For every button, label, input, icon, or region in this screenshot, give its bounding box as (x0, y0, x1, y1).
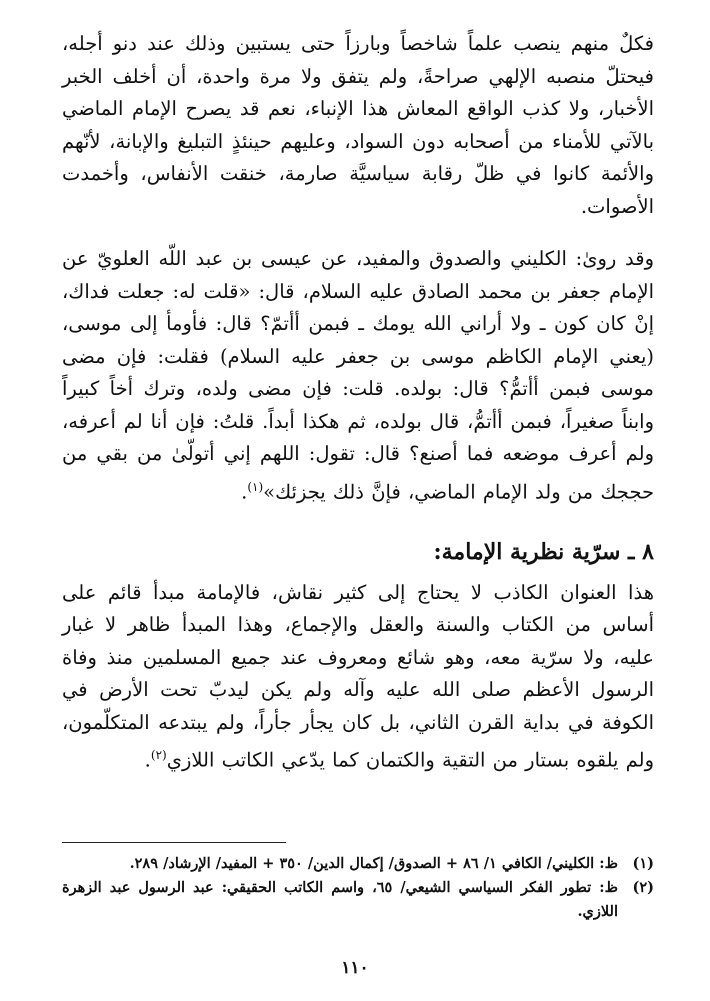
footnotes (62, 852, 654, 924)
footnote-ref-1[interactable]: (١) (247, 479, 264, 494)
paragraph-2 (62, 243, 654, 509)
page-number: ١١٠ (341, 958, 369, 978)
paragraph-3-text: هذا العنوان الكاذب لا يحتاج إلى كثير نقاش، فالإمامة مبدأ قائم على أساس من الكتاب والسنة والعقل والإجماع، وهذا المبدأ ظاهر لا غبار عليه، ولا سرّية معه، وهو شائع ومعروف عند جميع المسلمين منذ وفاة الرسول الأعظم صلى الله عليه وآله ولم يكن ليدبّ تحت الأرض في الكوفة في بداية القرن الثاني، بل كان يجأر جأراً، ولم يبتدعه المتكلّمون، ولم يلقوه بستار من التقية والكتمان كما يدّعي الكاتب اللازي (62, 580, 654, 772)
footnote-text: ظ: الكليني/ الكافي ١/ ٨٦ + الصدوق/ إكمال الدين/ ٣٥٠ + المفيد/ الإرشاد/ ٢٨٩. (129, 855, 618, 872)
footnote-ref-2[interactable]: (٢) (150, 748, 167, 762)
paragraph-1: فكلٌ منهم ينصب علماً شاخصاً وبارزاً حتى يستبين وذلك عند دنو أجله، فيحتلّ منصبه الإلهي صراحةً، ولم يتفق ولا مرة واحدة، أن أخلف الخبر الأخبار، ولا كذب الواقع المعاش هذا الإنباء، نعم قد يصرح الإمام الماضي بالآتي للأمناء من أصحابه دون السواد، وعليهم حينئذٍ التبليغ والإبانة، لأنّهم والأئمة كانوا في ظلّ رقابة سياسيَّة صارمة، خنقت الأنفاس، وأخمدت الأصوات. (62, 32, 654, 218)
footnote-item (62, 852, 654, 876)
paragraph-3-end: . (144, 748, 151, 772)
page-body (62, 28, 654, 777)
paragraph-3 (62, 577, 654, 778)
paragraph-2-end: . (241, 480, 248, 503)
footnote-number: (١) (632, 855, 654, 872)
section-heading: ٨ ـ سرّية نظرية الإمامة: (433, 538, 654, 565)
paragraph-2-text: وقد روىٰ: الكليني والصدوق والمفيد، عن عيسى بن عبد اللّه العلويّ عن الإمام جعفر بن محمد الصادق عليه السلام، قال: «قلت له: جعلت فداك، إنْ كان كون ـ ولا أراني الله يومك ـ فبمن أأتمّ؟ قال: فأومأ إلى موسى، (يعني الإمام الكاظم موسى بن جعفر عليه السلام) فقلت: فإن مضى موسى فبمن أأتمُّ؟ قال: بولده. قلت: فإن مضى ولده، وترك أخاً كبيراً وابناً صغيراً، فبمن أأتمُّ، قال بولده، ثم هكذا أبداً. قلتُ: فإن أنا لم أعرفه، ولم أعرف موضعه فما أصنع؟ قال: تقول: اللهم إني أتولّىٰ من بقي من حججك من ولد الإمام الماضي، فإنَّ ذلك يجزئك» (62, 247, 654, 503)
footnote-text: ظ: تطور الفكر السياسي الشيعي/ ٦٥، واسم الكاتب الحقيقي: عبد الرسول عبد الزهرة اللازي. (62, 879, 618, 920)
footnote-number: (٢) (632, 879, 654, 896)
footnote-item (62, 876, 654, 924)
footnote-divider (62, 842, 286, 843)
